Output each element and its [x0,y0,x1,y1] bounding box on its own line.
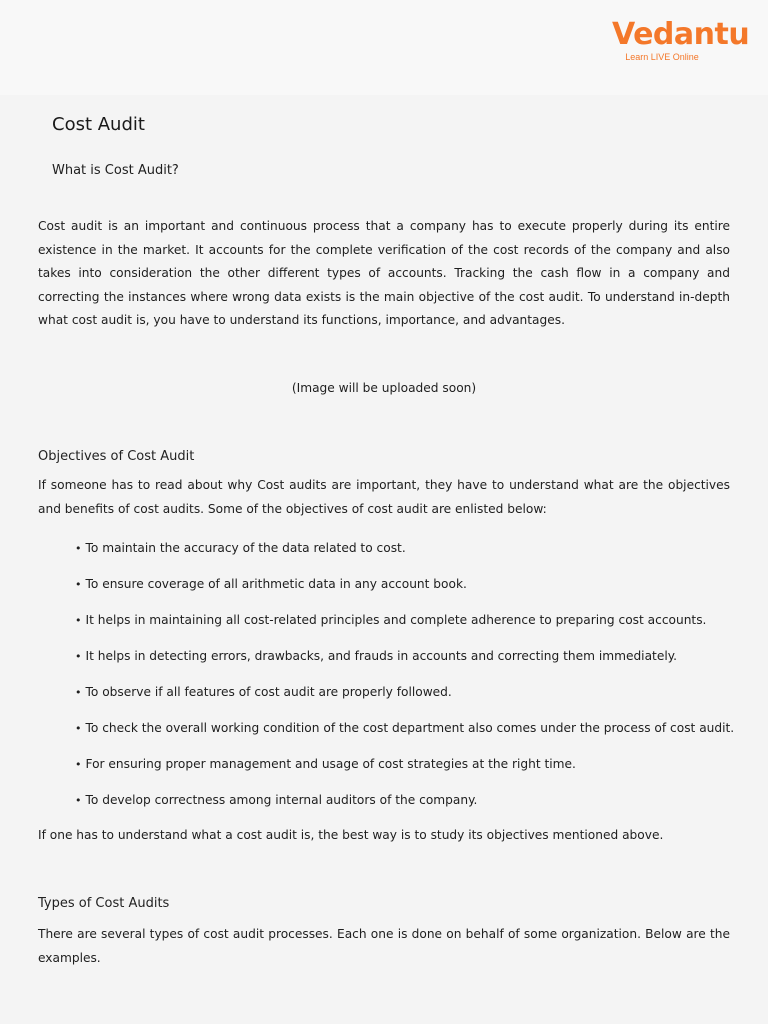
image-placeholder: (Image will be uploaded soon) [291,381,477,395]
list-item-text: To check the overall working condition of the cost department also comes under the process of cost audit. [85,721,735,735]
list-item [75,680,735,716]
bullet: • [75,758,82,771]
list-item [75,788,735,824]
bullet: • [75,686,82,699]
list-item-text: To maintain the accuracy of the data related to cost. [85,541,406,555]
list-item [75,752,735,788]
bullet: • [75,614,82,627]
objectives-intro: If someone has to read about why Cost audits are important, they have to understand what are the objectives and benefits of cost audits. Some of the objectives of cost audit are enlisted below: [38,478,730,516]
list-item-text: To ensure coverage of all arithmetic data in any account book. [85,577,467,591]
logo-tagline: Learn LIVE Online [625,52,699,62]
list-item-text: To develop correctness among internal auditors of the company. [85,793,478,807]
logo-wordmark: Vedantu [612,17,750,52]
list-item [75,572,735,608]
list-item [75,716,735,752]
objectives-conclusion: If one has to understand what a cost audit is, the best way is to study its objectives mentioned above. [38,828,664,842]
bullet: • [75,578,82,591]
page-title: Cost Audit [52,114,145,135]
list-item [75,608,735,644]
intro-paragraph: Cost audit is an important and continuous process that a company has to execute properly during its entire existence in the market. It accounts for the complete verification of the cost records of the company and also takes into consideration the other different types of accounts. Tracking the cash flow in a company and correcting the instances where wrong data exists is the main objective of the cost audit. To understand in-depth what cost audit is, you have to understand its functions, importance, and advantages. [38,219,730,328]
bullet: • [75,794,82,807]
types-intro: There are several types of cost audit processes. Each one is done on behalf of some organization. Below are the examples. [38,927,730,965]
objectives-list [75,536,735,824]
list-item [75,644,735,680]
bullet: • [75,722,82,735]
list-item-text: For ensuring proper management and usage of cost strategies at the right time. [85,757,576,771]
bullet: • [75,542,82,555]
objectives-heading: Objectives of Cost Audit [38,449,195,464]
list-item-text: It helps in maintaining all cost-related principles and complete adherence to preparing cost accounts. [85,613,707,627]
list-item [75,536,735,572]
vedantu-logo [612,17,750,63]
list-item-text: It helps in detecting errors, drawbacks, and frauds in accounts and correcting them immediately. [85,649,678,663]
page-subtitle: What is Cost Audit? [52,163,179,178]
bullet: • [75,650,82,663]
types-heading: Types of Cost Audits [38,896,170,911]
list-item-text: To observe if all features of cost audit are properly followed. [85,685,452,699]
